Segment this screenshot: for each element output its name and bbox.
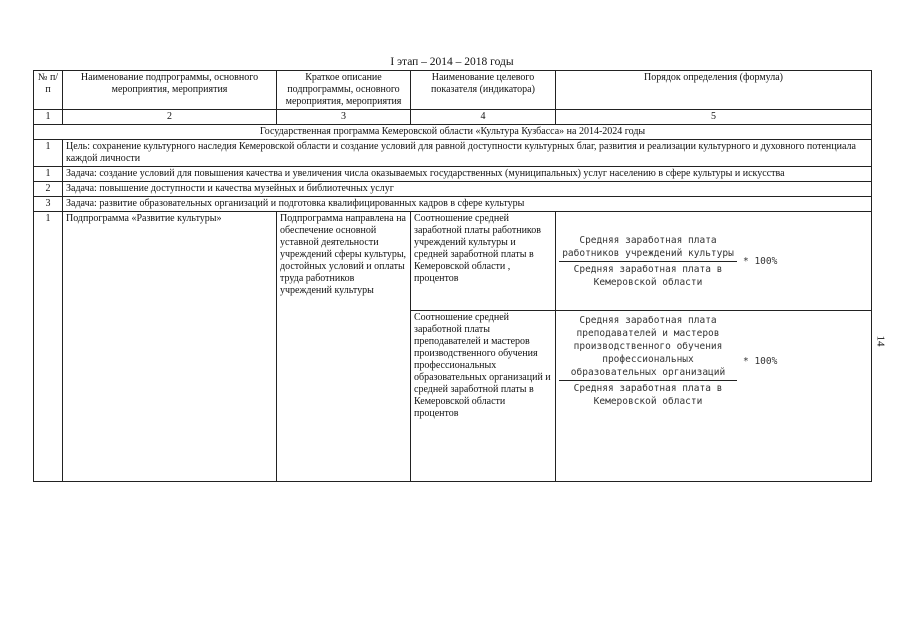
indicator-name: Соотношение средней заработной платы работников учреждений культуры и средней заработной платы в Кемеровской области , процентов [411,212,556,311]
formula [559,314,868,408]
row-task: Задача: повышение доступности и качества музейных и библиотечных услуг [63,182,872,197]
program-title: Государственная программа Кемеровской области «Культура Кузбасса» на 2014-2024 годы [34,125,872,140]
formula-denominator: Средняя заработная плата в Кемеровской области [573,263,723,288]
stage-title: I этап – 2014 – 2018 годы [390,56,514,68]
formula-denominator: Средняя заработная плата в Кемеровской области [573,383,723,407]
row-task: Задача: создание условий для повышения качества и увеличения числа оказываемых государственных (муниципальных) услуг населению в сфере культуры и искусства [63,167,872,182]
formula-numerator: Средняя заработная плата преподавателей и мастеров производственного обучения профессиональных образовательных организаций [559,314,737,381]
header-num: № п/п [34,71,63,110]
table-row [34,140,872,167]
col-number: 4 [411,110,556,125]
program-title-row [34,125,872,140]
subprogram-num: 1 [34,212,63,482]
indicators-table [33,70,872,482]
formula-multiplier: * 100% [743,355,778,367]
subprogram-desc: Подпрограмма направлена на обеспечение основной уставной деятельности учреждений сферы культуры, достойных условий и оплаты труда работников учреждений культуры [277,212,411,482]
subprogram-row [34,212,872,311]
header-indicator: Наименование целевого показателя (индикатора) [411,71,556,110]
header-desc: Краткое описание подпрограммы, основного мероприятия, мероприятия [277,71,411,110]
row-num: 2 [34,182,63,197]
col-number: 5 [556,110,872,125]
formula [559,234,868,289]
col-number: 2 [63,110,277,125]
fraction [559,314,737,408]
table-row [34,167,872,182]
header-formula: Порядок определения (формула) [556,71,872,110]
formula-numerator: Средняя заработная плата работников учреждений культуры [559,234,737,262]
formula-cell [556,212,872,311]
row-task: Задача: развитие образовательных организаций и подготовка квалифицированных кадров в сфере культуры [63,197,872,212]
column-number-row [34,110,872,125]
table-row [34,197,872,212]
row-num: 1 [34,140,63,167]
col-number: 1 [34,110,63,125]
table-header-row [34,71,872,110]
header-name: Наименование подпрограммы, основного мероприятия, мероприятия [63,71,277,110]
fraction [559,234,737,289]
row-num: 3 [34,197,63,212]
row-num: 1 [34,167,63,182]
col-number: 3 [277,110,411,125]
formula-multiplier: * 100% [743,255,778,267]
table-row [34,182,872,197]
page-number: 14 [874,335,887,347]
formula-cell [556,311,872,482]
indicator-name: Соотношение средней заработной платы преподавателей и мастеров производственного обучения профессиональных образовательных организаций и средней заработной платы в Кемеровской области процентов [411,311,556,482]
row-goal: Цель: сохранение культурного наследия Кемеровской области и создание условий для равной доступности культурных благ, развития и реализации культурного и духовного потенциала каждой личности [63,140,872,167]
subprogram-name: Подпрограмма «Развитие культуры» [63,212,277,482]
